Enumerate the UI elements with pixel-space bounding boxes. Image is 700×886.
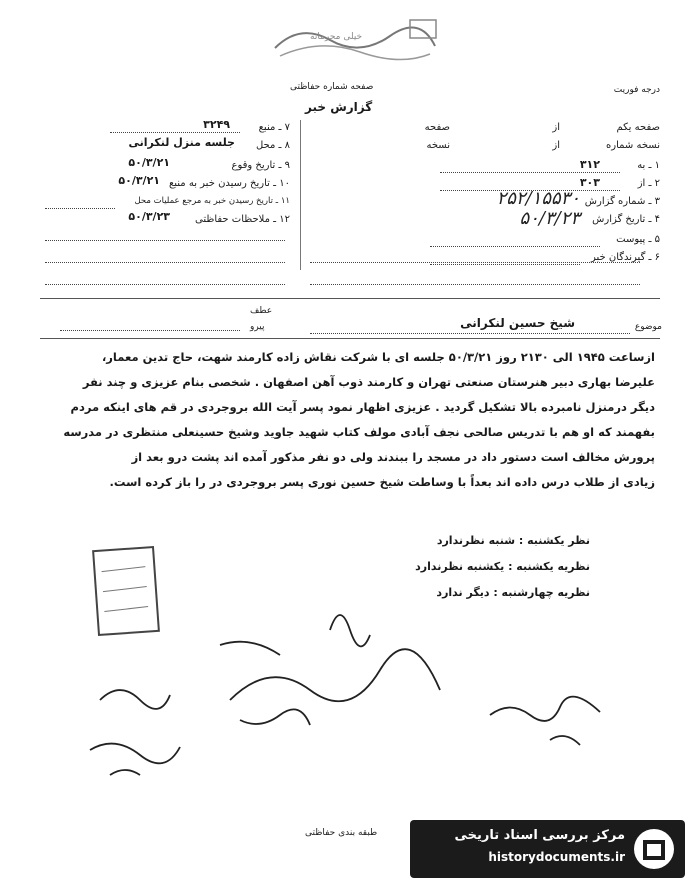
field-to-label: ۱ ـ به — [637, 160, 660, 171]
right-fields — [410, 120, 660, 270]
top-stamp-text: خیلی محرمانه — [310, 32, 363, 42]
field-copy-value: از — [552, 140, 560, 151]
body-line-2: علیرضا بهاری دبیر هنرستان صنعتی تهران و کارمند ذوب آهن اصفهان . شخصی بنام عزیزی و چند نفر — [82, 375, 655, 389]
body-line-3: دیگر درمنزل نامبرده بالا تشکیل گردید . عزیزی اظهار نمود پسر آیت الله بروجردی در قم های اینکه مردم — [70, 400, 655, 414]
subject-rule — [40, 338, 660, 339]
field-source-value: ۳۲۴۹ — [203, 118, 230, 131]
field-report-no-value: ۲۵۲/۱۵۵۳۰ — [496, 188, 580, 209]
field-place-label: ۸ ـ محل — [255, 140, 290, 151]
handwriting-scribbles — [80, 590, 640, 790]
opinion-3: نظریه چهارشنبه : دیگر ندارد — [436, 586, 590, 599]
field-report-date-label: ۴ ـ تاریخ گزارش — [592, 214, 660, 225]
field-copy-label: نسخه شماره — [606, 140, 660, 151]
logo-line-2: historydocuments.ir — [488, 850, 625, 864]
document-title: گزارش خبر — [305, 100, 373, 114]
field-to-value: ۳۱۲ — [579, 158, 600, 171]
field-recipients-label: ۶ ـ گیرندگان خبر — [590, 252, 660, 263]
subject-value: شیخ حسین لنکرانی — [460, 316, 575, 330]
peyro-label: پیرو — [250, 322, 265, 332]
signature-left — [90, 690, 180, 775]
field-security-label: ۱۲ ـ ملاحظات حفاظتی — [195, 214, 290, 225]
field-place-value: جلسه منزل لنکرانی — [128, 136, 235, 149]
atf-label: عطف — [250, 306, 273, 316]
logo-emblem-icon — [631, 826, 677, 872]
field-page-value: از — [552, 122, 560, 133]
signature-right — [490, 697, 600, 745]
field-copy-extra: نسخه — [426, 140, 450, 151]
top-stamp — [270, 18, 440, 63]
body-line-6: زیادی از طلاب درس داده اند بعداً با وساطت شیخ حسین نوری پسر بروجردی در را باز کرده است. — [109, 475, 655, 489]
body-line-1: ازساعت ۱۹۴۵ الی ۲۱۳۰ روز ۵۰/۳/۲۱ جلسه ای با شرکت نقاش زاده کارمند شهت، حاج تدین معمار، — [101, 350, 655, 364]
opinion-2: نظریه یکشنبه : یکشنبه نظرندارد — [415, 560, 590, 573]
left-fields — [40, 118, 290, 238]
field-page-label: صفحه یکم — [616, 122, 660, 133]
bottom-label: طبقه بندی حفاظتی — [305, 828, 378, 838]
field-page-extra: صفحه — [424, 122, 450, 133]
field-report-no-label: ۳ ـ شماره گزارش — [584, 196, 660, 207]
logo-line-1: مرکز بررسی اسناد تاریخی — [454, 828, 625, 843]
field-receive-source-value: ۵۰/۳/۲۱ — [118, 174, 160, 187]
body-line-5: پرورش مخالف است دستور داد در مسجد را ببندند ولی دو نفر مذکور آمده اند پشت درو بعد از — [131, 450, 655, 464]
field-report-date-value: ۵۰/۳/۲۳ — [519, 208, 580, 229]
header-rule — [40, 298, 660, 299]
opinion-1: نظر یکشنبه : شنبه نظرندارد — [436, 534, 590, 547]
field-source-label: ۷ ـ منبع — [258, 122, 290, 133]
field-receive-ref-label: ۱۱ ـ تاریخ رسیدن خبر به مرجع عملیات محل — [134, 196, 290, 206]
field-security-value: ۵۰/۳/۲۳ — [128, 210, 170, 223]
field-from-label: ۲ ـ از — [637, 178, 660, 189]
field-from-value: ۳۰۳ — [579, 176, 600, 189]
subject-label: موضوع — [634, 322, 662, 332]
report-body — [40, 345, 655, 495]
signature-center — [220, 615, 440, 725]
classification-label: درجه فوریت — [613, 85, 660, 95]
body-line-4: بفهمند که او هم با تدریس صالحی نجف آبادی مولف کتاب شهید جاوید وشیخ حسینعلی منتظری در مدرسه — [63, 425, 655, 439]
field-attachment-label: ۵ ـ پیوست — [616, 234, 660, 245]
field-occur-date-label: ۹ ـ تاریخ وقوع — [231, 160, 290, 171]
archive-logo — [410, 820, 685, 878]
agency-line: صفحه شماره حفاظتی — [290, 82, 374, 92]
field-occur-date-value: ۵۰/۳/۲۱ — [128, 156, 170, 169]
field-receive-source-label: ۱۰ ـ تاریخ رسیدن خبر به منبع — [168, 178, 290, 189]
column-divider — [300, 120, 301, 270]
